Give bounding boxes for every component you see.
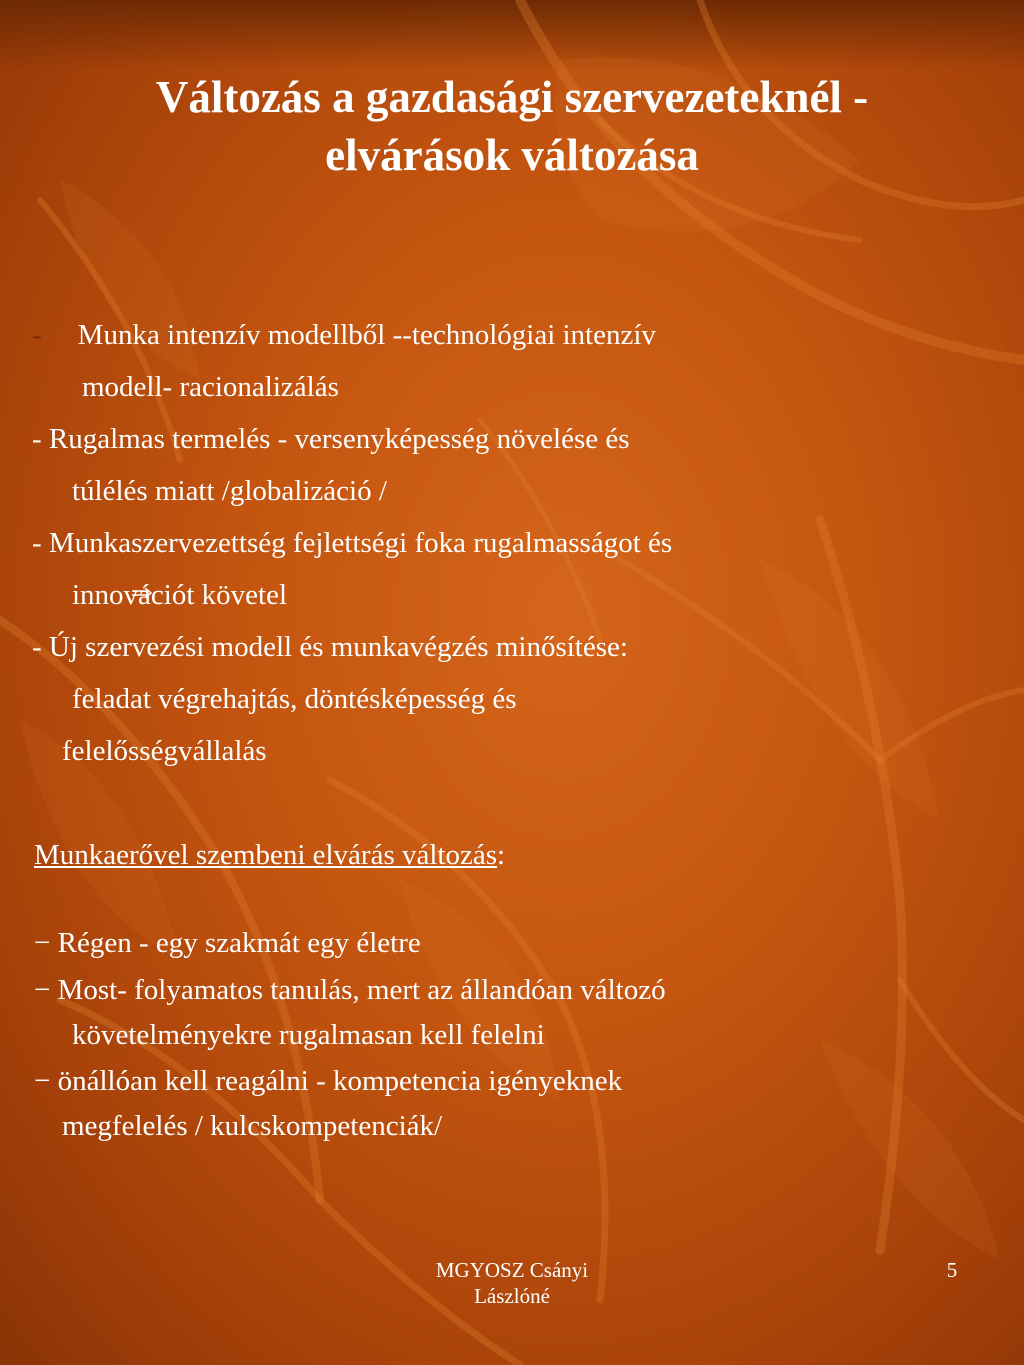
footer-author-line-2: Lászlóné (474, 1284, 550, 1308)
expectation-line-5: megfelelés / kulcskompetenciák/ (62, 1110, 443, 1142)
bullet-line-6: innovációt követel (72, 579, 288, 611)
expectation-line-3: követelményekre rugalmasan kell felelni (72, 1019, 545, 1051)
bullet-line-4: túlélés miatt /globalizáció / (72, 475, 387, 507)
slide-title (40, 68, 984, 184)
bullet-line-2: modell- racionalizálás (82, 371, 339, 403)
section-heading-text: Munkaerővel szembeni elvárás változás (34, 839, 498, 871)
bullet-dash: - (32, 319, 42, 351)
bullet-line-7: - Új szervezési modell és munkavégzés minősítése: (32, 631, 628, 663)
bullet-line-8: feladat végrehajtás, döntésképesség és (72, 683, 517, 715)
expectation-line-2: − Most- folyamatos tanulás, mert az állandóan változó (34, 974, 666, 1006)
bullet-line-9: felelősségvállalás (62, 735, 267, 767)
footer-author (400, 1257, 624, 1309)
footer-author-line-1: MGYOSZ Csányi (435, 1258, 589, 1282)
expectation-line-4: − önállóan kell reagálni - kompetencia igényeknek (34, 1065, 623, 1097)
bullet-line-5: - Munkaszervezettség fejlettségi foka rugalmasságot és (32, 527, 673, 559)
page-number: 5 (946, 1258, 958, 1282)
bullet-text-1: Munka intenzív modellből --technológiai intenzív (77, 319, 656, 351)
section-heading (34, 838, 505, 872)
bullet-line-1 (32, 318, 656, 352)
arrow-icon (132, 588, 152, 598)
section-heading-colon: : (497, 839, 506, 871)
title-line-2: elvárások változása (325, 130, 699, 180)
expectation-line-1: − Régen - egy szakmát egy életre (34, 927, 421, 959)
bullet-line-3: - Rugalmas termelés - versenyképesség növelése és (32, 423, 630, 455)
title-line-1: Változás a gazdasági szervezeteknél - (155, 72, 869, 122)
